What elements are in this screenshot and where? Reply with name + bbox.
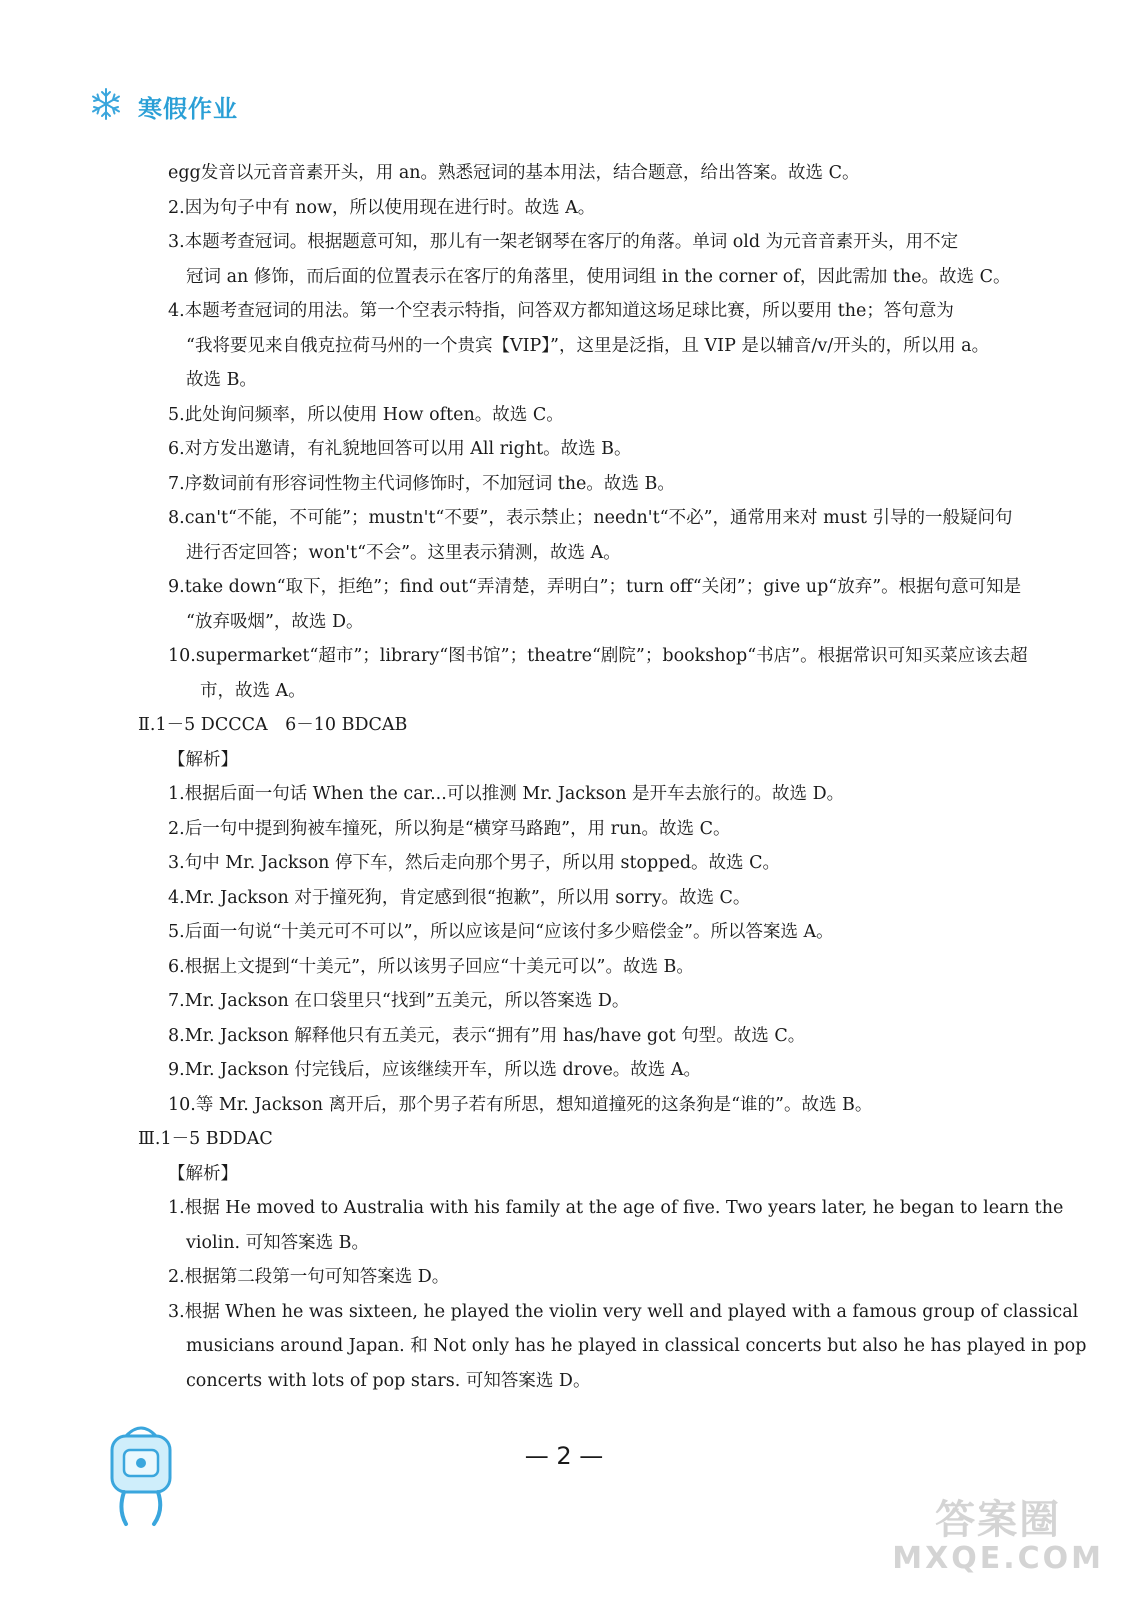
text-line: 3.本题考查冠词。根据题意可知，那儿有一架老钢琴在客厅的角落。单词 old 为元音音素开头，用不定: [168, 232, 959, 252]
text-line: 7.Mr. Jackson 在口袋里只“找到”五美元，所以答案选 D。: [168, 991, 630, 1011]
text-line: “放弃吸烟”，故选 D。: [186, 611, 364, 632]
text-line: egg发音以元音音素开头，用 an。熟悉冠词的基本用法，结合题意，给出答案。故选 C。: [168, 163, 860, 183]
text-line: 进行否定回答；won't“不会”。这里表示猜测，故选 A。: [186, 542, 621, 563]
snowflake-icon: [88, 86, 124, 126]
text-line: 故选 B。: [186, 370, 257, 390]
section-3: [138, 1122, 1087, 1398]
text-line: 2.因为句子中有 now，所以使用现在进行时。故选 A。: [168, 197, 596, 218]
answer-content: [138, 156, 1087, 1398]
text-line: 1.根据后面一句话 When the car...可以推测 Mr. Jackson 是开车去旅行的。故选 D。: [168, 784, 845, 804]
text-line: 8.Mr. Jackson 解释他只有五美元，表示“拥有”用 has/have got 句型。故选 C。: [168, 1025, 806, 1046]
header-title: 寒假作业: [138, 94, 238, 123]
watermark-logo-text: 答案圈: [935, 1497, 1062, 1543]
text-line: 10.supermarket“超市”；library“图书馆”；theatre“剧院”；bookshop“书店”。根据常识可知买菜应该去超: [168, 646, 1028, 666]
text-line: 4.本题考查冠词的用法。第一个空表示特指，问答双方都知道这场足球比赛，所以要用 the；答句意为: [168, 301, 954, 321]
text-line: 7.序数词前有形容词性物主代词修饰时，不加冠词 the。故选 B。: [168, 473, 675, 494]
text-line: 5.此处询问频率，所以使用 How often。故选 C。: [168, 404, 564, 425]
text-line: violin. 可知答案选 B。: [186, 1232, 370, 1253]
section-1-continued: [168, 156, 1028, 708]
text-line: 冠词 an 修饰，而后面的位置表示在客厅的角落里，使用词组 in the corner of，因此需加 the。故选 C。: [186, 266, 1011, 287]
text-line: “我将要见来自俄克拉荷马州的一个贵宾【VIP】”，这里是泛指，且 VIP 是以辅音/v/开头的，所以用 a。: [186, 335, 990, 356]
text-line: 1.根据 He moved to Australia with his family at the age of five. Two years later, he began to learn the: [168, 1198, 1064, 1218]
text-line: 3.句中 Mr. Jackson 停下车，然后走向那个男子，所以用 stopped。故选 C。: [168, 853, 780, 873]
text-line: 6.根据上文提到“十美元”，所以该男子回应“十美元可以”。故选 B。: [168, 956, 694, 977]
text-line: concerts with lots of pop stars. 可知答案选 D。: [186, 1370, 591, 1391]
analysis-label: 【解析】: [168, 749, 238, 770]
section-2: [138, 708, 988, 1122]
text-line: 6.对方发出邀请，有礼貌地回答可以用 All right。故选 B。: [168, 439, 632, 459]
text-line: 2.后一句中提到狗被车撞死，所以狗是“横穿马路跑”，用 run。故选 C。: [168, 818, 731, 839]
text-line: 9.take down“取下，拒绝”；find out“弄清楚，弄明白”；turn off“关闭”；give up“放弃”。根据句意可知是: [168, 577, 1022, 597]
text-line: 8.can't“不能，不可能”；mustn't“不要”，表示禁止；needn't“不必”，通常用来对 must 引导的一般疑问句: [168, 508, 1013, 528]
section-heading: Ⅲ.1－5 BDDAC: [138, 1129, 273, 1149]
text-line: 2.根据第二段第一句可知答案选 D。: [168, 1267, 450, 1287]
text-line: 9.Mr. Jackson 付完钱后，应该继续开车，所以选 drove。故选 A。: [168, 1060, 701, 1080]
backpack-icon: [104, 1418, 178, 1532]
analysis-label: 【解析】: [168, 1163, 238, 1184]
page-header: [88, 86, 238, 126]
section-heading: Ⅱ.1－5 DCCCA 6－10 BDCAB: [138, 715, 408, 735]
page-number: — 2 —: [524, 1442, 604, 1470]
text-line: 10.等 Mr. Jackson 离开后，那个男子若有所思，想知道撞死的这条狗是“谁的”。故选 B。: [168, 1094, 873, 1115]
watermark-domain: MXQE.COM: [892, 1541, 1104, 1576]
text-line: 市，故选 A。: [200, 680, 306, 701]
watermark: [892, 1498, 1104, 1576]
text-line: 3.根据 When he was sixteen, he played the violin very well and played with a famous group of classical: [168, 1301, 1079, 1322]
text-line: 5.后面一句说“十美元可不可以”，所以应该是问“应该付多少赔偿金”。所以答案选 A。: [168, 922, 834, 942]
text-line: 4.Mr. Jackson 对于撞死狗，肯定感到很“抱歉”，所以用 sorry。故选 C。: [168, 887, 751, 908]
text-line: musicians around Japan. 和 Not only has he played in classical concerts but also he has played in pop: [186, 1336, 1087, 1356]
